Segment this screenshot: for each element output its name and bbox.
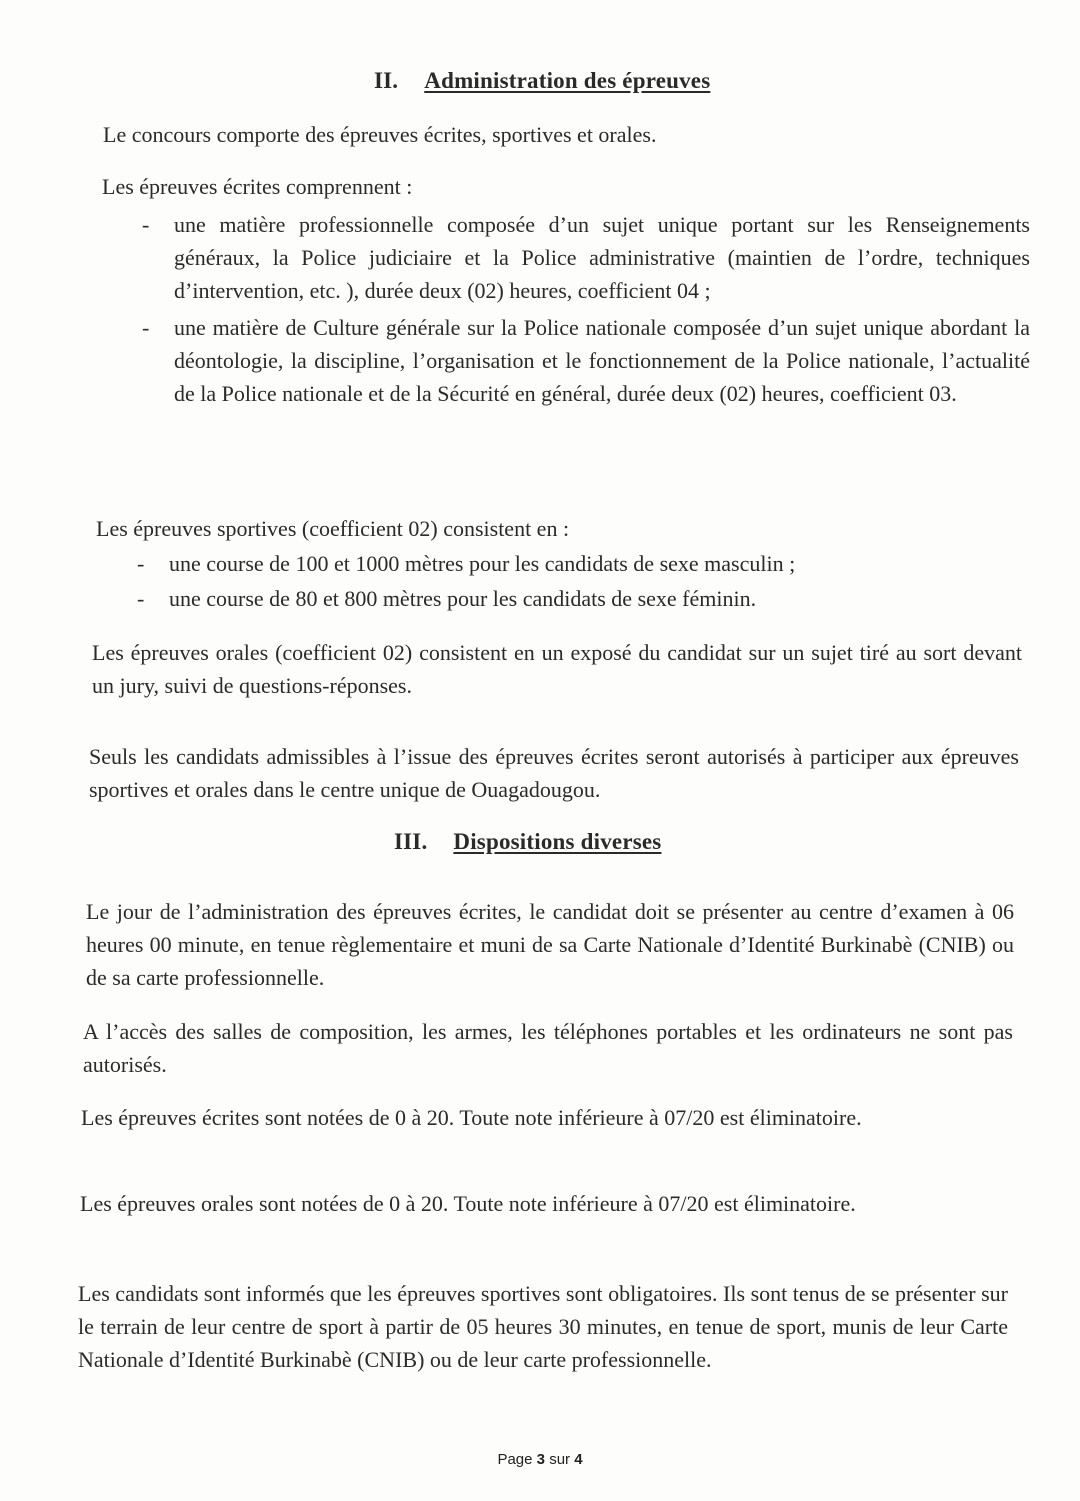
bullet-dash: - [137,551,145,576]
admissible-paragraph: Seuls les candidats admissibles à l’issue des épreuves écrites seront autorisés à participer aux épreuves sportives et orales dans le centre unique de Ouagadougou. [89,744,1019,802]
list-item [137,547,967,580]
list-item-text: une course de 100 et 1000 mètres pour les candidats de sexe masculin ; [169,551,796,576]
access-paragraph: A l’accès des salles de composition, les armes, les téléphones portables et les ordinateurs ne sont pas autorisés. [83,1019,1013,1077]
sports-exams-list [137,547,967,617]
sports-mandatory-paragraph: Les candidats sont informés que les épreuves sportives sont obligatoires. Ils sont tenus de se présenter sur le terrain de leur centre de sport à partir de 05 heures 30 minutes, en tenue de sport, munis de leur Carte Nationale d’Identité Burkinabè (CNIB) ou de leur carte professionnelle. [78,1281,1008,1372]
written-lead: Les épreuves écrites comprennent : [102,174,413,199]
oral-grading-paragraph: Les épreuves orales sont notées de 0 à 20. Toute note inférieure à 07/20 est éliminatoire. [80,1191,856,1216]
bullet-dash: - [142,212,150,237]
exam-day-paragraph: Le jour de l’administration des épreuves écrites, le candidat doit se présenter au centre d’examen à 06 heures 00 minute, en tenue règlementaire et muni de sa Carte Nationale d’Identité Burkinabè (CNIB) ou de sa carte professionnelle. [86,899,1014,990]
list-item [137,582,967,615]
section-number: III. [394,829,428,854]
intro-paragraph: Le concours comporte des épreuves écrites, sportives et orales. [103,122,657,147]
sports-lead: Les épreuves sportives (coefficient 02) consistent en : [96,516,570,541]
section-heading-3 [394,829,661,855]
section-title: Administration des épreuves [424,68,711,93]
page-footer [0,1451,1080,1468]
written-grading-paragraph: Les épreuves écrites sont notées de 0 à 20. Toute note inférieure à 07/20 est éliminatoire. [81,1105,862,1130]
list-item [142,208,1030,307]
footer-of-word: sur [549,1451,571,1468]
section-heading-2 [374,68,710,94]
bullet-dash: - [137,586,145,611]
written-exams-list [142,208,1030,410]
bullet-dash: - [142,315,150,340]
orals-paragraph: Les épreuves orales (coefficient 02) consistent en un exposé du candidat sur un sujet tiré au sort devant un jury, suivi de questions-réponses. [92,640,1022,698]
list-item-text: une matière professionnelle composée d’un sujet unique portant sur les Renseignements généraux, la Police judiciaire et la Police administrative (maintien de l’ordre, techniques d’intervention, etc. ), durée deux (02) heures, coefficient 04 ; [174,212,1030,303]
footer-total-pages: 4 [574,1451,583,1468]
section-number: II. [374,68,399,93]
footer-page-word: Page [497,1451,533,1468]
list-item [142,311,1030,410]
list-item-text: une matière de Culture générale sur la Police nationale composée d’un sujet unique abordant la déontologie, la discipline, l’organisation et le fonctionnement de la Police nationale, l’actualité de la Police nationale et de la Sécurité en général, durée deux (02) heures, coefficient 03. [174,315,1030,406]
list-item-text: une course de 80 et 800 mètres pour les candidats de sexe féminin. [169,586,757,611]
section-title: Dispositions diverses [453,829,662,854]
footer-page-number: 3 [536,1451,546,1468]
